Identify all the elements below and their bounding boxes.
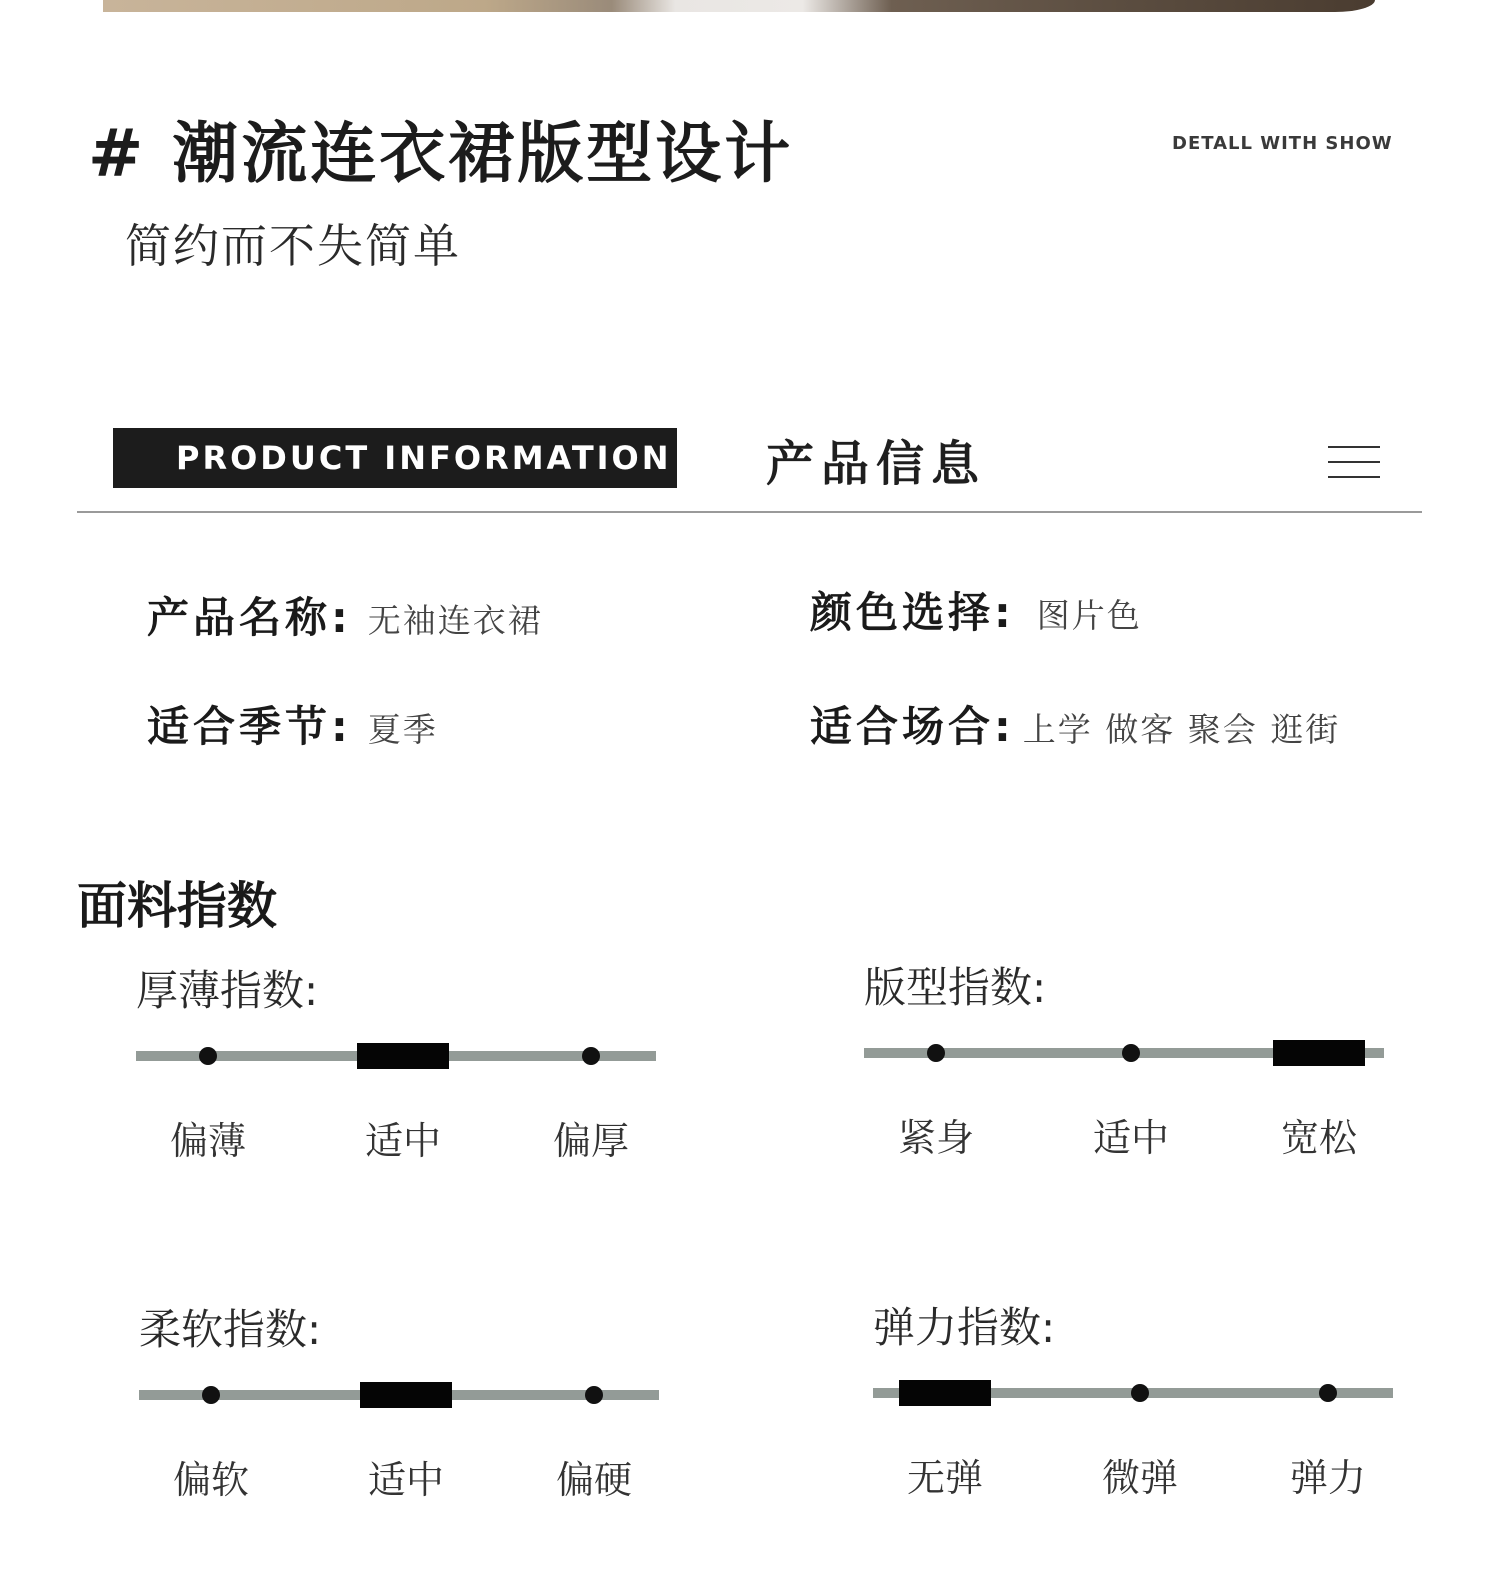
scale-dot: [927, 1044, 945, 1062]
scale-label: 无弹: [906, 1456, 984, 1500]
field-label: 产品名称:: [147, 593, 352, 642]
field-value: 无袖连衣裙: [367, 601, 543, 640]
field-value: 夏季: [367, 710, 438, 749]
scale-title: 弹力指数:: [873, 1303, 1056, 1352]
scale-dot: [199, 1047, 217, 1065]
scale-label: 宽松: [1280, 1116, 1358, 1160]
field-color: [810, 580, 1142, 640]
scale-label: 弹力: [1289, 1456, 1367, 1500]
scale-selected-marker: [1273, 1040, 1365, 1066]
scale-title: 版型指数:: [864, 963, 1047, 1012]
scale-label: 紧身: [897, 1116, 975, 1160]
menu-icon: [1328, 446, 1380, 478]
product-information-badge: PRODUCT INFORMATION: [113, 428, 677, 488]
section-divider: [77, 511, 1422, 513]
scale-title: 厚薄指数:: [136, 966, 319, 1015]
field-season: [147, 694, 438, 754]
scale-label: 偏软: [172, 1458, 250, 1502]
scale-label: 微弹: [1101, 1456, 1179, 1500]
elasticity-scale: [873, 1295, 1413, 1515]
scale-selected-marker: [357, 1043, 449, 1069]
softness-scale: [139, 1297, 679, 1517]
thickness-scale: [136, 958, 676, 1178]
scale-dot: [1131, 1384, 1149, 1402]
scale-label: 适中: [364, 1119, 442, 1163]
scale-label: 偏薄: [169, 1119, 247, 1163]
scale-label: 偏硬: [555, 1458, 633, 1502]
scale-label: 偏厚: [552, 1119, 630, 1163]
scale-dot: [1319, 1384, 1337, 1402]
fit-scale: [864, 955, 1404, 1175]
field-label: 适合季节:: [147, 702, 352, 751]
scale-title: 柔软指数:: [139, 1305, 322, 1354]
field-value: 图片色: [1036, 596, 1142, 635]
scale-dot: [1122, 1044, 1140, 1062]
field-label: 适合场合:: [810, 702, 1015, 751]
field-value: 上学 做客 聚会 逛街: [1022, 710, 1341, 749]
hero-subtitle: 简约而不失简单: [125, 219, 461, 273]
scale-dot: [582, 1047, 600, 1065]
scale-label: 适中: [1092, 1116, 1170, 1160]
field-product-name: [147, 585, 543, 645]
fabric-index-title: 面料指数: [77, 877, 277, 935]
scale-selected-marker: [899, 1380, 991, 1406]
product-information-heading: 产品信息: [766, 436, 987, 492]
scale-dot: [202, 1386, 220, 1404]
field-occasion: [810, 694, 1340, 754]
scale-label: 适中: [367, 1458, 445, 1502]
hero-title: # 潮流连衣裙版型设计: [88, 115, 794, 192]
hero-subtitle-en: DETALL WITH SHOW: [1172, 133, 1393, 154]
field-label: 颜色选择:: [810, 588, 1015, 637]
scale-dot: [585, 1386, 603, 1404]
product-photo-strip: [103, 0, 1375, 12]
scale-selected-marker: [360, 1382, 452, 1408]
